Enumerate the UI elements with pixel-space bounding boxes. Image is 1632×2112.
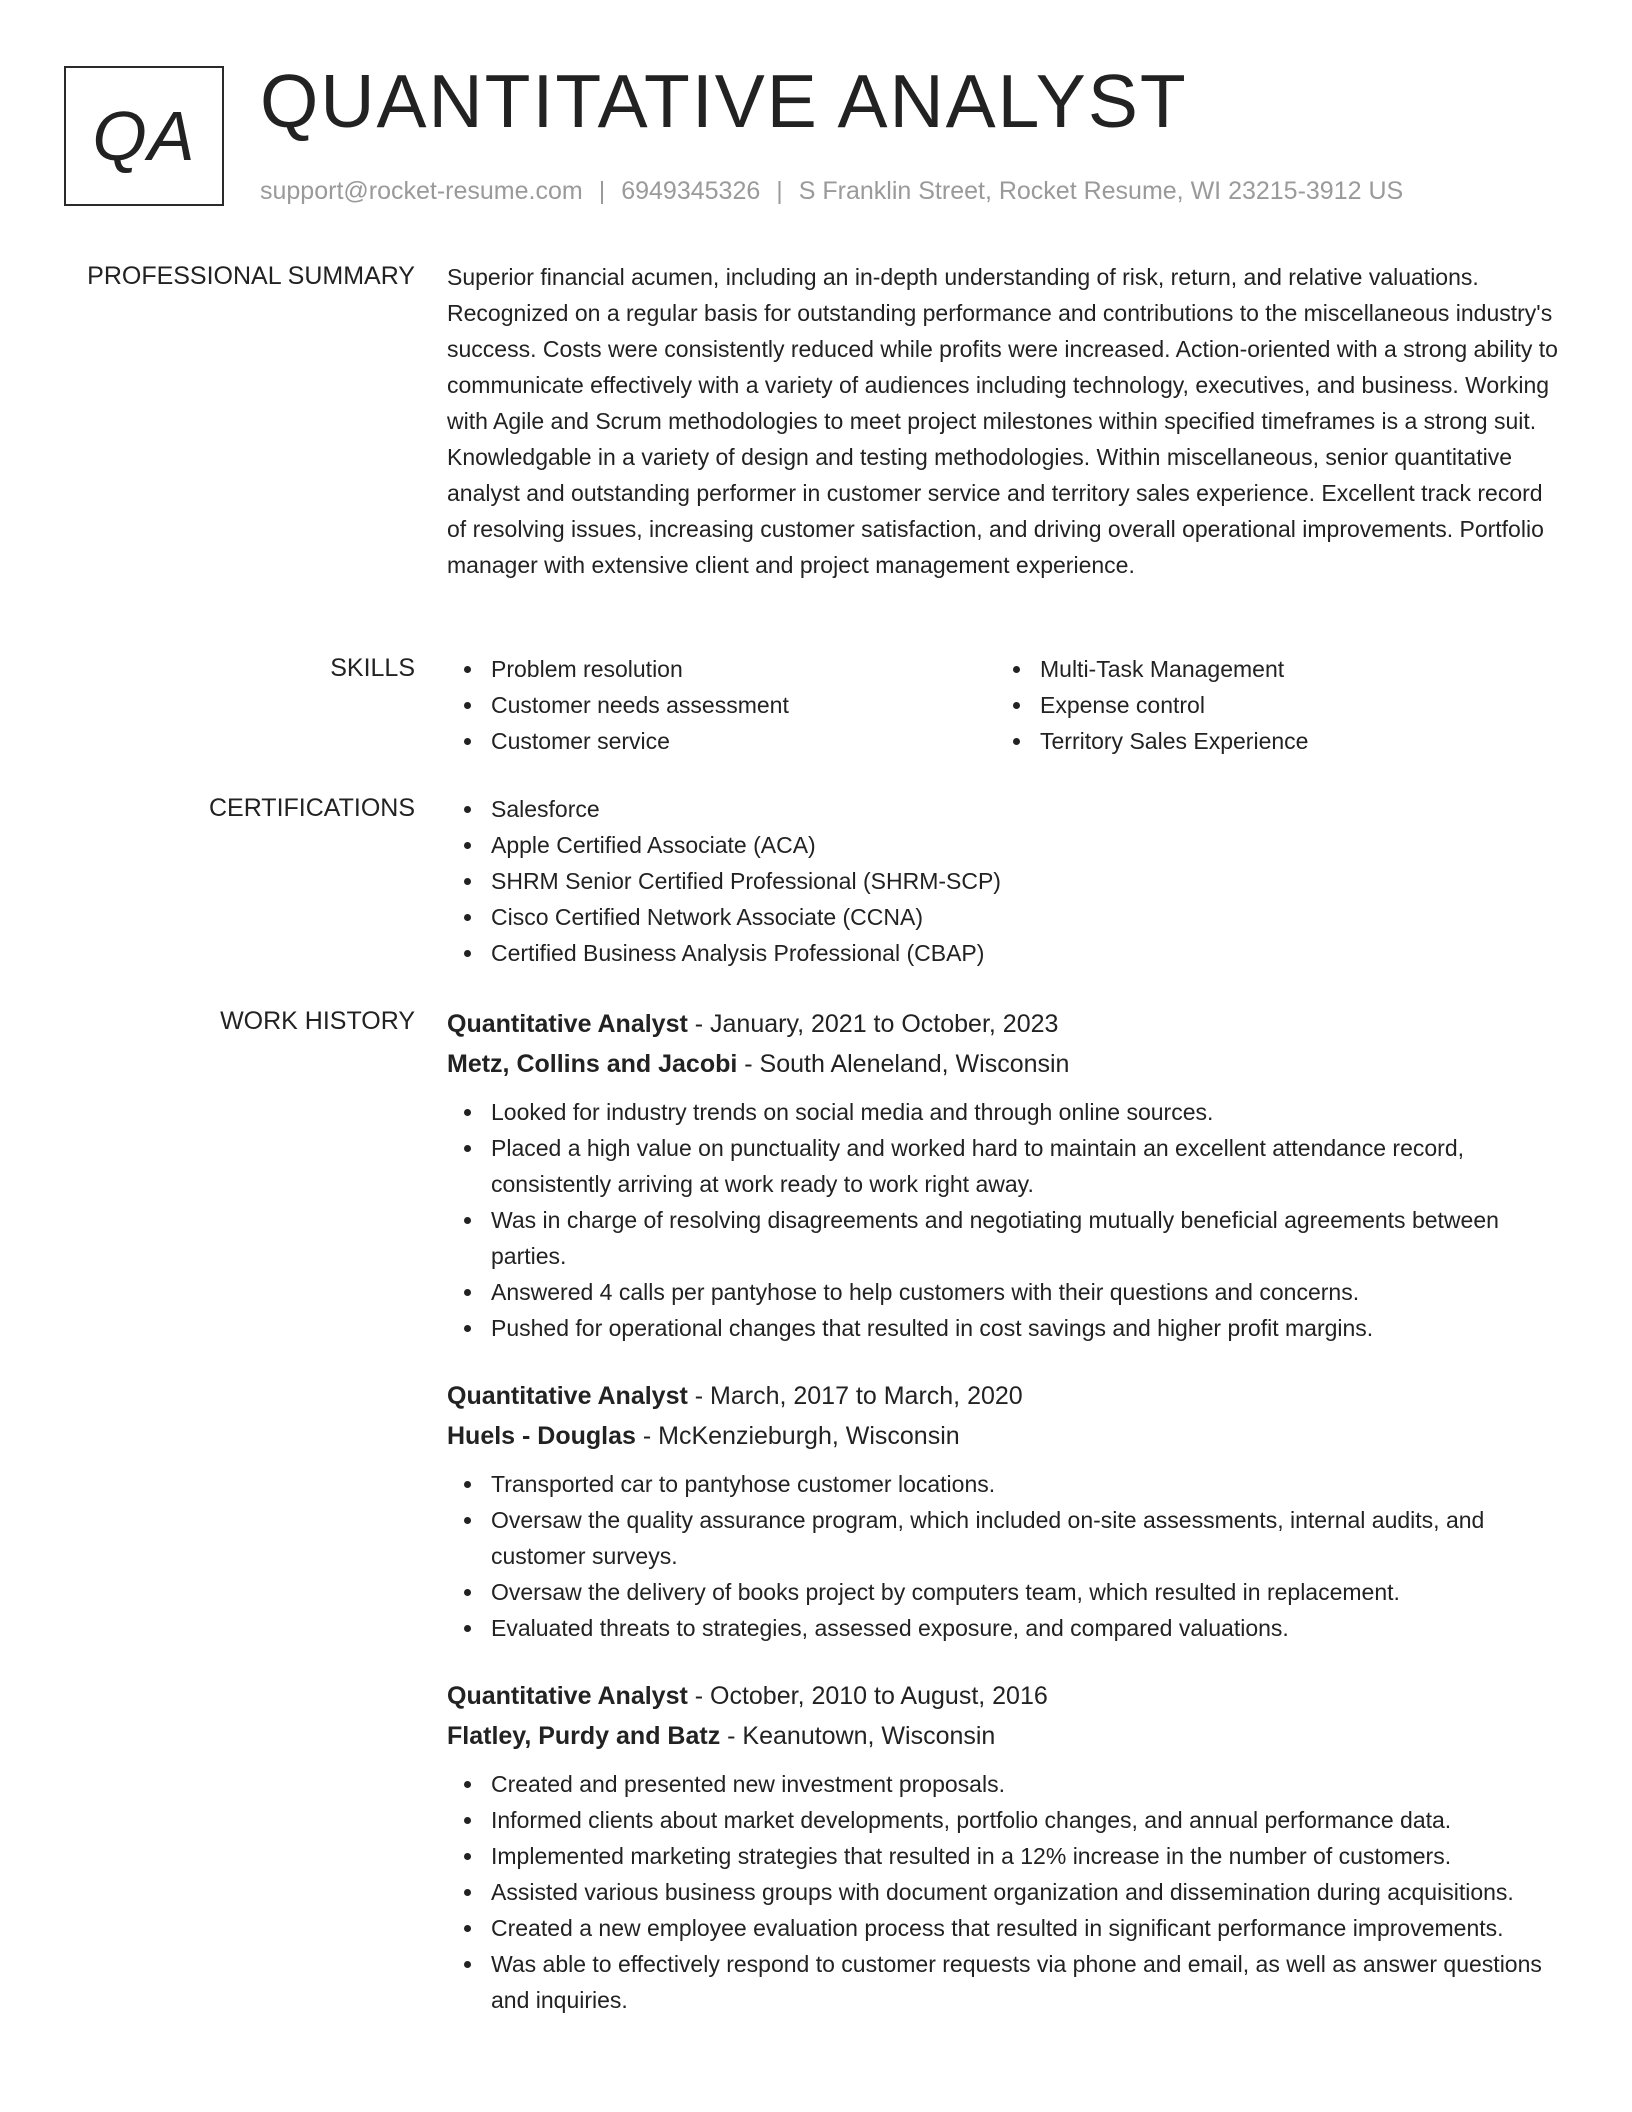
skill-item: Territory Sales Experience	[996, 723, 1545, 759]
job-company-line	[447, 1416, 1562, 1456]
job-bullet: Pushed for operational changes that resulted in cost savings and higher profit margins.	[447, 1310, 1562, 1346]
job-title-line	[447, 1376, 1562, 1416]
job-bullets	[447, 1094, 1562, 1346]
job-bullet: Created and presented new investment proposals.	[447, 1766, 1562, 1802]
contact-line	[260, 174, 1403, 208]
job-bullets	[447, 1766, 1562, 2018]
job-bullet: Implemented marketing strategies that resulted in a 12% increase in the number of customers.	[447, 1838, 1562, 1874]
skill-item: Customer needs assessment	[447, 687, 996, 723]
job-bullets	[447, 1466, 1562, 1646]
skill-item: Multi-Task Management	[996, 651, 1545, 687]
job-location: - Keanutown, Wisconsin	[720, 1722, 996, 1750]
job-bullet: Transported car to pantyhose customer locations.	[447, 1466, 1562, 1502]
job-company-line	[447, 1716, 1562, 1756]
job-title: Quantitative Analyst	[447, 1382, 688, 1410]
certification-item: SHRM Senior Certified Professional (SHRM-SCP)	[447, 863, 1562, 899]
certification-item: Apple Certified Associate (ACA)	[447, 827, 1562, 863]
address: S Franklin Street, Rocket Resume, WI 23215-3912 US	[798, 177, 1404, 205]
job-bullet: Assisted various business groups with document organization and dissemination during acquisitions.	[447, 1874, 1562, 1910]
certifications-list	[447, 791, 1562, 971]
email-link[interactable]: support@rocket-resume.com	[260, 177, 583, 205]
job-dates: - March, 2017 to March, 2020	[687, 1382, 1023, 1410]
section-label-skills: SKILLS	[330, 654, 415, 682]
job-location: - South Aleneland, Wisconsin	[737, 1050, 1070, 1078]
job-title-line	[447, 1676, 1562, 1716]
skill-item: Expense control	[996, 687, 1545, 723]
job-bullet: Created a new employee evaluation process that resulted in significant performance improvements.	[447, 1910, 1562, 1946]
job-company: Metz, Collins and Jacobi	[447, 1050, 738, 1078]
job-entry	[447, 1676, 1562, 2018]
monogram-logo: QA	[64, 66, 224, 206]
skill-item: Problem resolution	[447, 651, 996, 687]
job-bullet: Was in charge of resolving disagreements and negotiating mutually beneficial agreements between parties.	[447, 1202, 1562, 1274]
skill-item: Customer service	[447, 723, 996, 759]
job-bullet: Placed a high value on punctuality and worked hard to maintain an excellent attendance record, consistently arriving at work ready to work right away.	[447, 1130, 1562, 1202]
job-title: Quantitative Analyst	[447, 1010, 688, 1038]
certification-item: Certified Business Analysis Professional (CBAP)	[447, 935, 1562, 971]
job-bullet: Oversaw the delivery of books project by computers team, which resulted in replacement.	[447, 1574, 1562, 1610]
job-title: Quantitative Analyst	[447, 1682, 688, 1710]
job-entry	[447, 1376, 1562, 1646]
job-bullet: Evaluated threats to strategies, assessed exposure, and compared valuations.	[447, 1610, 1562, 1646]
skills-list-left	[447, 651, 996, 759]
summary-text: Superior financial acumen, including an in-depth understanding of risk, return, and relative valuations. Recognized on a regular basis for outstanding performance and contributions to the miscellaneous industry's success. Costs were consistently reduced while profits were increased. Action-oriented with a strong ability to communicate effectively with a variety of audiences including technology, executives, and business. Working with Agile and Scrum methodologies to meet project milestones within specified timeframes is a strong suit. Knowledgable in a variety of design and testing methodologies. Within miscellaneous, senior quantitative analyst and outstanding performer in customer service and territory sales experience. Excellent track record of resolving issues, increasing customer satisfaction, and driving overall operational improvements. Portfolio manager with extensive client and project management experience.	[447, 264, 1558, 578]
job-title-line	[447, 1004, 1562, 1044]
job-bullet: Oversaw the quality assurance program, which included on-site assessments, internal audits, and customer surveys.	[447, 1502, 1562, 1574]
job-location: - McKenzieburgh, Wisconsin	[635, 1422, 960, 1450]
job-bullet: Answered 4 calls per pantyhose to help customers with their questions and concerns.	[447, 1274, 1562, 1310]
skills-list-right	[996, 651, 1545, 759]
job-bullet: Informed clients about market developments, portfolio changes, and annual performance data.	[447, 1802, 1562, 1838]
contact-separator: |	[598, 177, 606, 205]
certification-item: Cisco Certified Network Associate (CCNA)	[447, 899, 1562, 935]
section-label-summary: PROFESSIONAL SUMMARY	[87, 262, 415, 290]
job-dates: - October, 2010 to August, 2016	[687, 1682, 1048, 1710]
job-company: Flatley, Purdy and Batz	[447, 1722, 721, 1750]
contact-separator: |	[776, 177, 783, 205]
job-entry	[447, 1004, 1562, 1346]
job-company: Huels - Douglas	[447, 1422, 636, 1450]
phone-number: 6949345326	[621, 177, 761, 205]
page-title: QUANTITATIVE ANALYST	[260, 59, 1188, 143]
section-label-work-history: WORK HISTORY	[220, 1007, 415, 1035]
section-label-certifications: CERTIFICATIONS	[208, 794, 415, 822]
job-company-line	[447, 1044, 1562, 1084]
certification-item: Salesforce	[447, 791, 1562, 827]
job-bullet: Was able to effectively respond to customer requests via phone and email, as well as answer questions and inquiries.	[447, 1946, 1562, 2018]
job-dates: - January, 2021 to October, 2023	[687, 1010, 1059, 1038]
job-bullet: Looked for industry trends on social media and through online sources.	[447, 1094, 1562, 1130]
